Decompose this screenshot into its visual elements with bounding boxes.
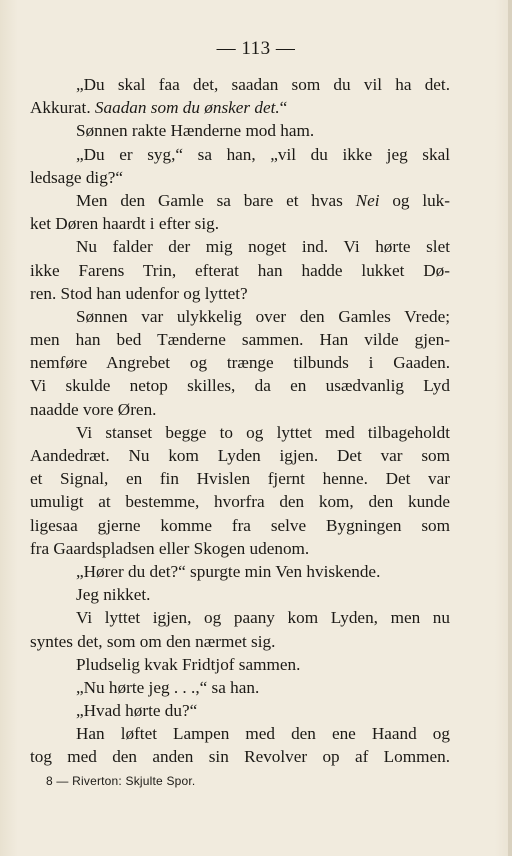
text-line: [30, 583, 450, 606]
text-line: [30, 722, 450, 745]
text-segment: Men den Gamle sa bare et hvas: [76, 190, 356, 210]
text-line: [30, 676, 450, 699]
text-line: [30, 166, 450, 189]
italic-text: Saadan som du ønsker det.: [94, 98, 280, 118]
text-line: [30, 328, 450, 351]
text-line: [30, 189, 450, 212]
text-segment: „Nu hørte jeg . . .,“ sa han.: [76, 677, 260, 697]
text-line: [30, 96, 450, 119]
text-line: [30, 398, 450, 421]
text-segment: Pludselig kvak Fridtjof sammen.: [76, 654, 301, 674]
signature-footer: 8 — Riverton: Skjulte Spor.: [46, 774, 196, 788]
text-line: [30, 630, 450, 653]
text-line: [30, 282, 450, 305]
text-line: [30, 560, 450, 583]
text-line: [30, 143, 450, 166]
text-line: [30, 421, 450, 444]
text-line: [30, 305, 450, 328]
text-segment: ket Døren haardt i efter sig.: [30, 214, 219, 234]
text-line: [30, 259, 450, 282]
text-segment: ligesaa gjerne komme fra selve Bygningen som: [30, 515, 450, 535]
text-segment: et Signal, en fin Hvislen fjernt henne. Det var: [30, 469, 450, 489]
text-line: [30, 490, 450, 513]
text-line: [30, 537, 450, 560]
text-line: [30, 235, 450, 258]
text-segment: naadde vore Øren.: [30, 399, 157, 419]
page-number: — 113 —: [216, 38, 296, 59]
text-line: [30, 606, 450, 629]
text-segment: „Du er syg,“ sa han, „vil du ikke jeg skal: [76, 144, 450, 164]
text-segment: fra Gaardspladsen eller Skogen udenom.: [30, 538, 310, 558]
italic-text: Nei: [355, 190, 380, 210]
text-segment: nemføre Angrebet og trænge tilbunds i Gaaden.: [30, 353, 450, 373]
text-line: [30, 119, 450, 142]
text-segment: Vi stanset begge to og lyttet med tilbageholdt: [76, 422, 450, 442]
text-segment: men han bed Tænderne sammen. Han vilde gjen-: [30, 330, 450, 350]
text-segment: og luk-: [379, 190, 450, 210]
text-segment: Vi lyttet igjen, og paany kom Lyden, men nu: [76, 608, 450, 628]
text-segment: „Hvad hørte du?“: [76, 701, 198, 721]
text-segment: ren. Stod han udenfor og lyttet?: [30, 283, 248, 303]
text-line: [30, 699, 450, 722]
text-segment: Sønnen var ulykkelig over den Gamles Vrede;: [76, 306, 450, 326]
page-edge: [508, 0, 512, 856]
text-line: [30, 444, 450, 467]
text-line: [30, 73, 450, 96]
text-line: [30, 745, 450, 768]
text-segment: „Du skal faa det, saadan som du vil ha det.: [76, 75, 450, 94]
text-segment: Aandedræt. Nu kom Lyden igjen. Det var som: [30, 446, 450, 465]
text-segment: Nu falder der mig noget ind. Vi hørte slet: [76, 237, 450, 257]
text-line: [30, 212, 450, 235]
text-segment: ledsage dig?“: [30, 167, 124, 187]
text-segment: “: [279, 98, 288, 118]
text-line: [30, 351, 450, 374]
text-segment: Sønnen rakte Hænderne mod ham.: [76, 121, 315, 141]
text-segment: ikke Farens Trin, efterat han hadde lukket Dø-: [30, 260, 450, 280]
text-segment: „Hører du det?“ spurgte min Ven hviskende.: [76, 561, 381, 581]
text-line: [30, 653, 450, 676]
text-line: [30, 374, 450, 397]
body-text: [30, 73, 450, 769]
text-segment: Jeg nikket.: [76, 585, 151, 605]
text-line: [30, 514, 450, 537]
text-segment: Akkurat.: [30, 98, 95, 118]
text-segment: Vi skulde netop skilles, da en usædvanlig Lyd: [30, 376, 450, 396]
text-line: [30, 467, 450, 490]
text-segment: Han løftet Lampen med den ene Haand og: [76, 724, 450, 744]
text-segment: umuligt at bestemme, hvorfra den kom, den kunde: [30, 492, 450, 512]
text-segment: syntes det, som om den nærmet sig.: [30, 631, 276, 651]
text-segment: tog med den anden sin Revolver op af Lommen.: [30, 747, 450, 767]
